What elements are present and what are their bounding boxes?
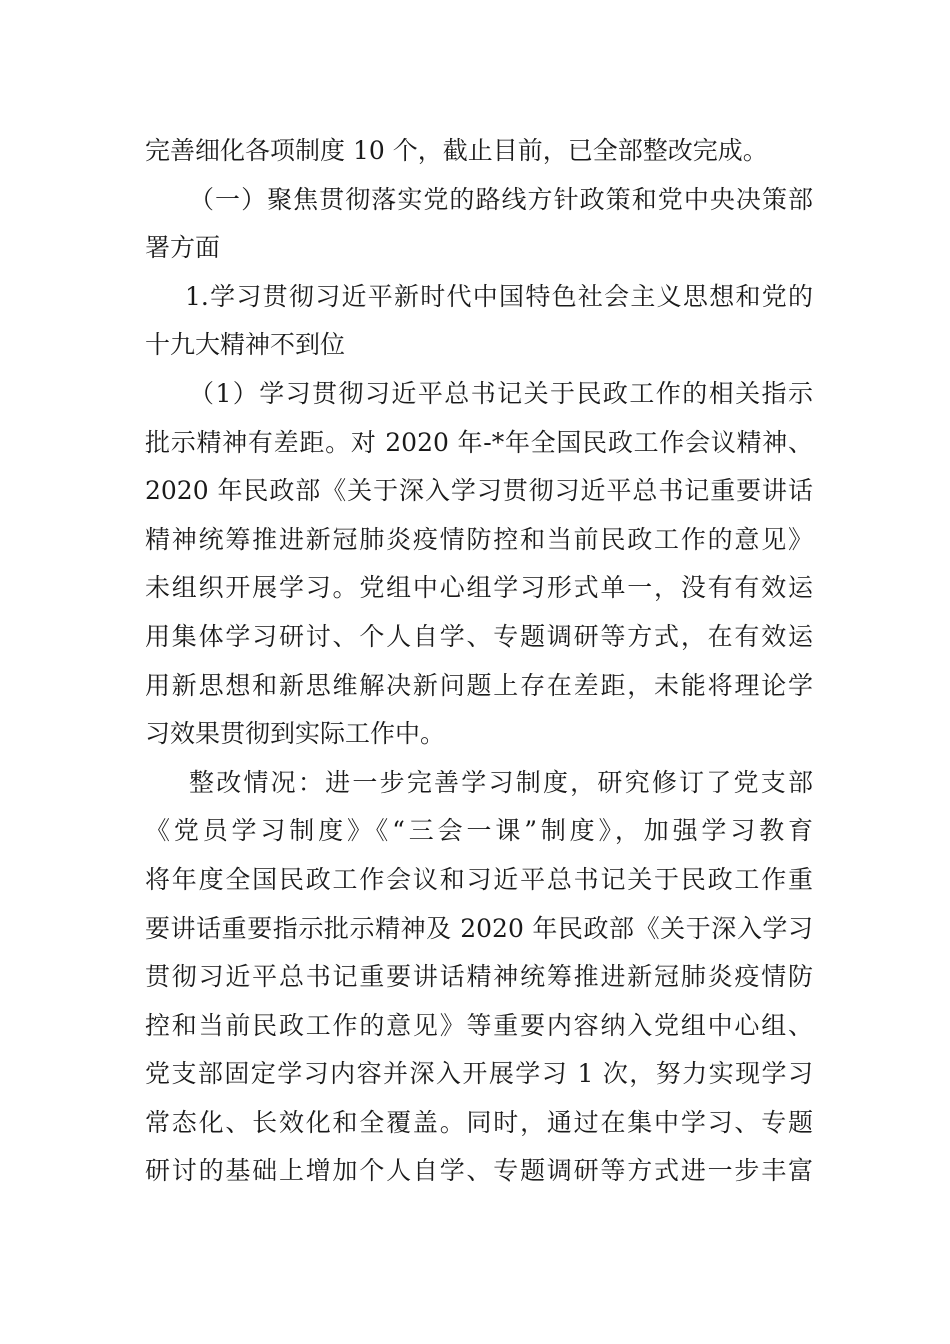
text-line: 要讲话重要指示批示精神及 2020 年民政部《关于深入学习: [145, 913, 813, 943]
text-line: 习效果贯彻到实际工作中。: [145, 719, 446, 749]
subsection-heading-line: 1.学习贯彻习近平新时代中国特色社会主义思想和党的: [185, 281, 813, 311]
text-line: 党支部固定学习内容并深入开展学习 1 次，努力实现学习: [145, 1059, 813, 1089]
section-heading-line: （一）聚焦贯彻落实党的路线方针政策和党中央决策部: [189, 184, 813, 214]
text-line: 未组织开展学习。党组中心组学习形式单一，没有有效运: [145, 573, 813, 603]
text-line: 《党员学习制度》《“三会一课”制度》，加强学习教育: [145, 816, 813, 846]
text-line: 完善细化各项制度 10 个，截止目前，已全部整改完成。: [145, 136, 768, 165]
text-line: 贯彻习近平总书记重要讲话精神统筹推进新冠肺炎疫情防: [145, 962, 813, 992]
text-line: 批示精神有差距。对 2020 年-*年全国民政工作会议精神、: [145, 427, 813, 457]
subsection-heading-line: 十九大精神不到位: [145, 330, 346, 360]
text-line: 精神统筹推进新冠肺炎疫情防控和当前民政工作的意见》: [145, 524, 813, 554]
text-line: 用集体学习研讨、个人自学、专题调研等方式，在有效运: [145, 621, 813, 651]
text-line: 整改情况：进一步完善学习制度，研究修订了党支部: [189, 767, 813, 797]
text-line: 常态化、长效化和全覆盖。同时，通过在集中学习、专题: [145, 1107, 813, 1137]
text-line: 2020 年民政部《关于深入学习贯彻习近平总书记重要讲话: [145, 476, 813, 506]
text-line: （1）学习贯彻习近平总书记关于民政工作的相关指示: [189, 378, 813, 408]
document-body: [145, 127, 813, 1196]
text-line: 用新思想和新思维解决新问题上存在差距，未能将理论学: [145, 670, 813, 700]
text-line: 研讨的基础上增加个人自学、专题调研等方式进一步丰富: [145, 1156, 813, 1186]
text-line: 将年度全国民政工作会议和习近平总书记关于民政工作重: [145, 864, 813, 894]
section-heading-line: 署方面: [145, 233, 221, 263]
text-line: 控和当前民政工作的意见》等重要内容纳入党组中心组、: [145, 1010, 813, 1040]
